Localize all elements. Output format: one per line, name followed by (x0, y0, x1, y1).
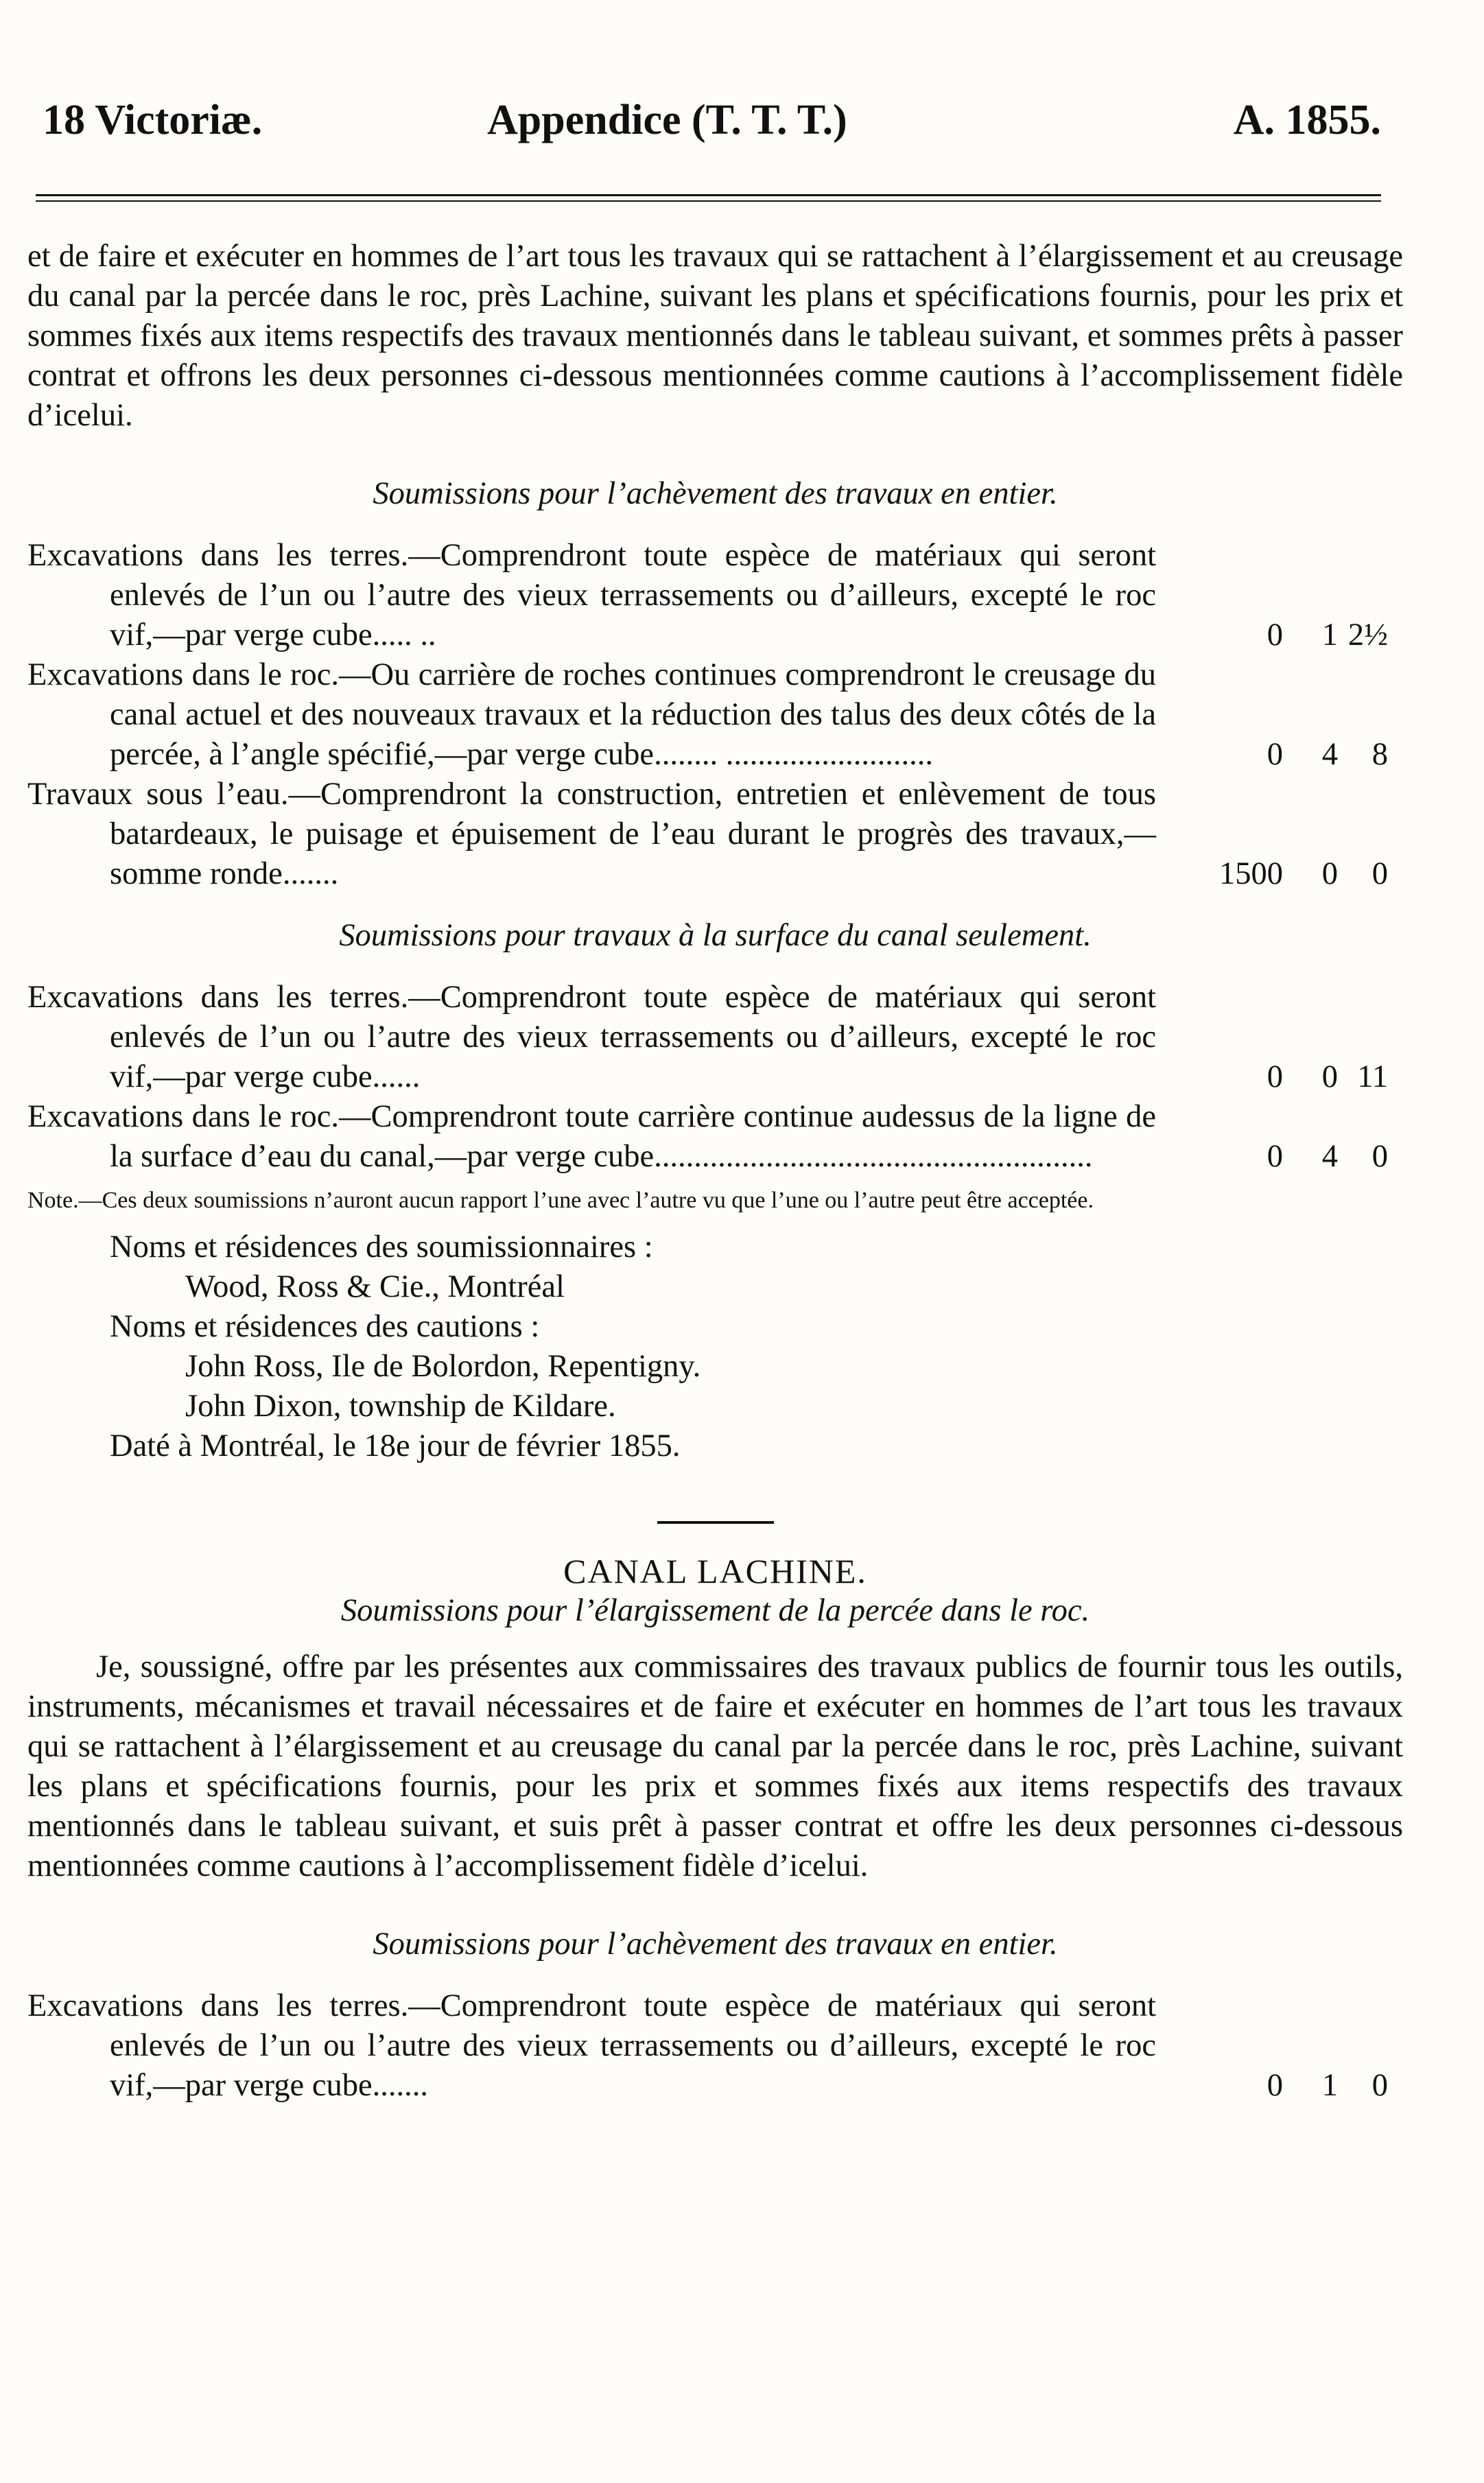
signature-date: Daté à Montréal, le 18e jour de février 1855. (110, 1428, 681, 1463)
tender-item (27, 536, 1403, 655)
bidder-name: Wood, Ross & Cie., Montréal (185, 1269, 565, 1304)
section2-heading: Soumissions pour travaux à la surface du canal seulement. (339, 918, 1092, 953)
sureties-label: Noms et résidences des cautions : (110, 1309, 540, 1344)
surety-name: John Ross, Ile de Bolordon, Repentigny. (185, 1349, 701, 1384)
canal-title: CANAL LACHINE. (563, 1552, 867, 1590)
header-appendix: Appendice (T. T. T.) (487, 97, 847, 143)
surety-name: John Dixon, township de Kildare. (185, 1389, 616, 1424)
tender-item (27, 655, 1403, 775)
item-description: Excavations dans les terres.—Comprendront toute espèce de matériaux qui seront enlevés de l’un ou l’autre des vieux terrassements ou d’ailleurs, excepté le roc vif,—par verge cube..... .. (27, 538, 1156, 652)
canal-section-heading: Soumissions pour l’achèvement des travaux en entier. (373, 1927, 1058, 1962)
bidders-label: Noms et résidences des soumissionnaires : (110, 1229, 653, 1264)
price-pence: 0 (1371, 856, 1388, 891)
item-description: Excavations dans les terres.—Comprendront toute espèce de matériaux qui seront enlevés de l’un ou l’autre des vieux terrassements ou d’ailleurs, excepté le roc vif,—par verge cube....... (27, 1988, 1156, 2103)
header-year: A. 1855. (1233, 97, 1381, 143)
intro-paragraph: et de faire et exécuter en hommes de l’art tous les travaux qui se rattachent à l’élargissement et au creusage du canal par la percée dans le roc, près Lachine, suivant les plans et spécifications fournis, pour les prix et sommes fixés aux items respectifs des travaux mentionnés dans le tableau suivant, et sommes prêts à passer contrat et offrons les deux personnes ci-dessous mentionnées comme cautions à l’accomplissement fidèle d’icelui. (27, 239, 1403, 433)
price-shillings: 0 (1321, 1059, 1338, 1094)
item-description: Travaux sous l’eau.—Comprendront la construction, entretien et enlèvement de tous batardeaux, le puisage et épuisement de l’eau durant le progrès des travaux,—somme ronde....... (27, 777, 1156, 891)
tender-item (27, 1986, 1403, 2106)
canal-subtitle: Soumissions pour l’élargissement de la percée dans le roc. (340, 1593, 1090, 1628)
footnote: Note.—Ces deux soumissions n’auront aucun rapport l’une avec l’autre vu que l’une ou l’autre peut être acceptée. (27, 1188, 1094, 1213)
page-content (27, 237, 1403, 2106)
tender-item (27, 775, 1403, 894)
item-description: Excavations dans le roc.—Ou carrière de roches continues comprendront le creusage du canal actuel et des nouveaux travaux et la réduction des talus des deux côtés de la percée, à l’angle spécifié,—par verge cube........ .......................... (27, 657, 1156, 772)
tender-item (27, 978, 1403, 1097)
canal-paragraph: Je, soussigné, offre par les présentes aux commissaires des travaux publics de fournir tous les outils, instruments, mécanismes et travail nécessaires et de faire et exécuter en hommes de l’art tous les travaux qui se rattachent à l’élargissement et au creusage du canal par la percée dans le roc, près Lachine, suivant les plans et spécifications fournis, pour les prix et sommes fixés aux items respectifs des travaux mentionnés dans le tableau suivant, et suis prêt à passer contrat et offre les deux personnes ci-dessous mentionnées comme cautions à l’accomplissement fidèle d’icelui. (27, 1649, 1403, 1883)
price-pounds: 0 (1267, 737, 1283, 772)
price-shillings: 0 (1321, 856, 1338, 891)
price-pounds: 0 (1267, 2068, 1283, 2103)
header-rule-top (36, 194, 1381, 196)
price-pence: 11 (1357, 1059, 1388, 1094)
price-pence: 8 (1371, 737, 1388, 772)
price-shillings: 1 (1321, 2068, 1338, 2103)
price-pounds: 1500 (1219, 856, 1283, 891)
item-description: Excavations dans les terres.—Comprendront toute espèce de matériaux qui seront enlevés de l’un ou l’autre des vieux terrassements ou d’ailleurs, excepté le roc vif,—par verge cube...... (27, 980, 1156, 1094)
price-pence: 0 (1371, 2068, 1388, 2103)
price-pence: 0 (1371, 1139, 1388, 1174)
item-description: Excavations dans le roc.—Comprendront toute carrière continue audessus de la ligne de la surface d’eau du canal,—par verge cube....................................................... (27, 1099, 1156, 1174)
tender-item (27, 1097, 1403, 1177)
price-pounds: 0 (1267, 1139, 1283, 1174)
price-pounds: 0 (1267, 1059, 1283, 1094)
price-shillings: 4 (1321, 1139, 1338, 1174)
price-shillings: 4 (1321, 737, 1338, 772)
price-pence: 2½ (1347, 617, 1388, 652)
price-shillings: 1 (1321, 617, 1338, 652)
header-session: 18 Victoriæ. (43, 97, 263, 143)
header-rule-bottom (36, 200, 1381, 202)
page-header (27, 96, 1381, 158)
price-pounds: 0 (1267, 617, 1283, 652)
section1-heading: Soumissions pour l’achèvement des travaux en entier. (373, 476, 1058, 511)
